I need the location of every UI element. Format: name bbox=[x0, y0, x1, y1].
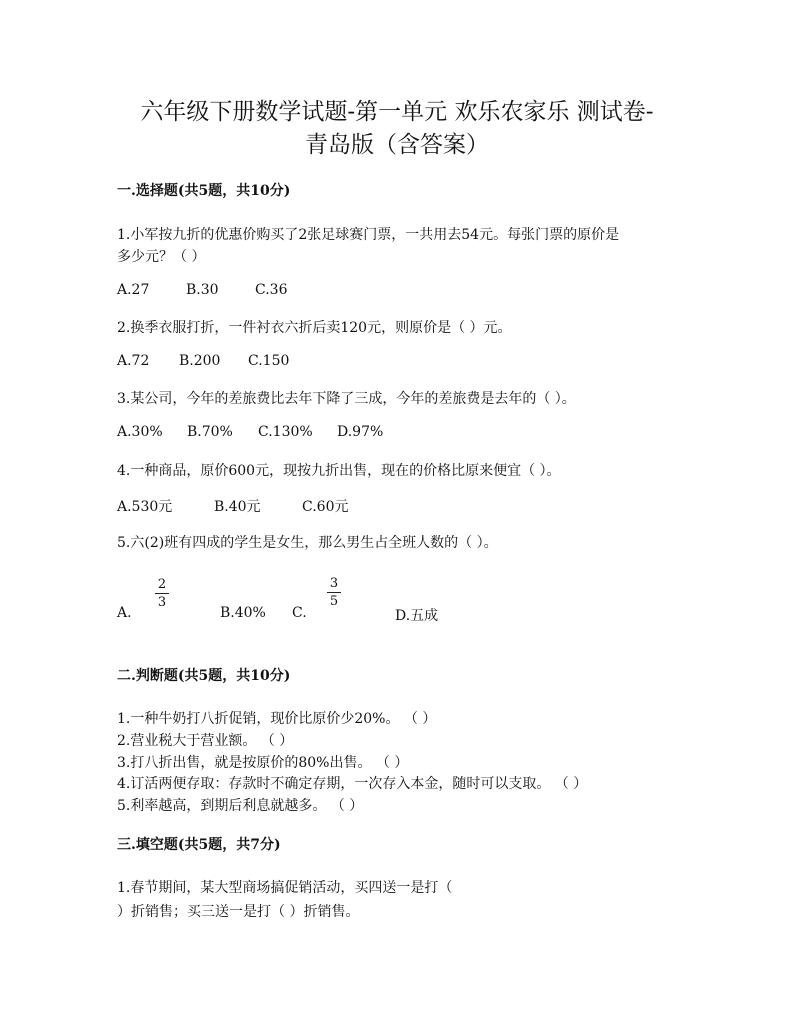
q3-option-d: D.97% bbox=[337, 424, 384, 440]
judge-item-2: 2.营业税大于营业额。 （ ） bbox=[117, 733, 294, 749]
q2-option-a: A.72 bbox=[117, 353, 150, 369]
judge-item-5: 5.利率越高，到期后利息就越多。 （ ） bbox=[117, 798, 364, 814]
q5-option-b: B.40% bbox=[220, 605, 266, 621]
q5-option-d: D.五成 bbox=[395, 608, 439, 624]
q3-option-b: B.70% bbox=[187, 424, 233, 440]
q5-option-a-fraction bbox=[155, 577, 169, 610]
judge-item-4: 4.订活两便存取：存款时不确定存期，一次存入本金，随时可以支取。 （ ） bbox=[117, 776, 588, 792]
question-1-text-line-2: 多少元？（ ） bbox=[117, 249, 206, 265]
fraction-bar bbox=[155, 593, 169, 594]
q5-option-c-label: C. bbox=[292, 605, 307, 621]
judge-item-3: 3.打八折出售，就是按原价的80%出售。 （ ） bbox=[117, 755, 409, 771]
fraction-numerator: 2 bbox=[157, 577, 167, 592]
q1-option-c: C.36 bbox=[255, 282, 288, 298]
fill-question-1-line-2: ）折销售；买三送一是打（ ）折销售。 bbox=[117, 904, 360, 920]
q3-option-a: A.30% bbox=[117, 424, 163, 440]
page-title-line-1: 六年级下册数学试题-第一单元 欢乐农家乐 测试卷- bbox=[140, 99, 654, 125]
question-2-text: 2.换季衣服打折，一件衬衣六折后卖120元，则原价是（ ）元。 bbox=[117, 320, 512, 336]
fill-question-1-line-1: 1.春节期间，某大型商场搞促销活动，买四送一是打（ bbox=[117, 880, 453, 896]
section-2-heading: 二.判断题(共5题，共10分) bbox=[117, 668, 291, 684]
q4-option-b: B.40元 bbox=[214, 499, 261, 515]
section-1-heading: 一.选择题(共5题，共10分) bbox=[117, 183, 291, 199]
judge-item-1: 1.一种牛奶打八折促销，现价比原价少20%。 （ ） bbox=[117, 711, 437, 727]
q5-option-a-label: A. bbox=[117, 605, 132, 621]
fraction-denominator: 3 bbox=[157, 595, 167, 610]
section-3-heading: 三.填空题(共5题，共7分) bbox=[117, 837, 281, 853]
fraction-numerator: 3 bbox=[329, 576, 339, 591]
fraction-bar bbox=[327, 592, 341, 593]
question-1-text-line-1: 1.小军按九折的优惠价购买了2张足球赛门票，一共用去54元。每张门票的原价是 bbox=[117, 227, 620, 243]
fraction-denominator: 5 bbox=[329, 594, 339, 609]
q5-option-c-fraction bbox=[327, 576, 341, 609]
page-title-line-2: 青岛版（含答案） bbox=[305, 132, 489, 158]
q2-option-c: C.150 bbox=[248, 353, 290, 369]
q4-option-a: A.530元 bbox=[117, 499, 173, 515]
q3-option-c: C.130% bbox=[258, 424, 313, 440]
question-5-text: 5.六(2)班有四成的学生是女生，那么男生占全班人数的（ ）。 bbox=[117, 535, 498, 551]
q1-option-b: B.30 bbox=[186, 282, 219, 298]
question-4-text: 4.一种商品，原价600元，现按九折出售，现在的价格比原来便宜（ ）。 bbox=[117, 463, 561, 479]
question-3-text: 3.某公司，今年的差旅费比去年下降了三成，今年的差旅费是去年的（ ）。 bbox=[117, 391, 576, 407]
q2-option-b: B.200 bbox=[179, 353, 221, 369]
q1-option-a: A.27 bbox=[117, 282, 150, 298]
q4-option-c: C.60元 bbox=[302, 499, 349, 515]
